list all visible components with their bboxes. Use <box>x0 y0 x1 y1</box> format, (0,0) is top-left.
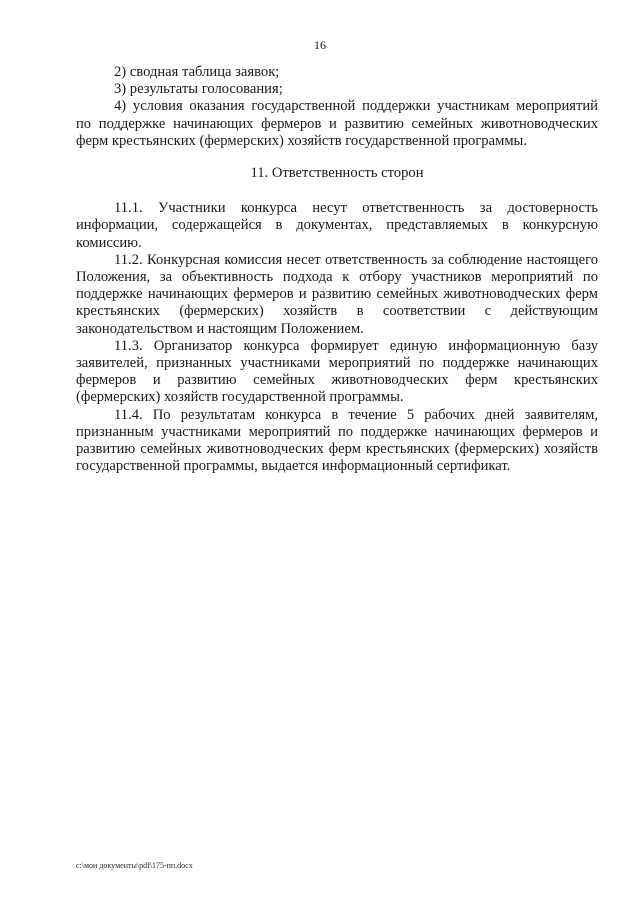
paragraph-11-2: 11.2. Конкурсная комиссия несет ответственность за соблюдение настоящего Положения, за объективность подхода к отбору участников мероприятий по поддержке начинающих фермеров и развитию семейных животноводческих ферм крестьянских (фермерских) хозяйств в соответствии с действующим законодательством и настоящим Положением. <box>76 251 598 337</box>
paragraph-11-4: 11.4. По результатам конкурса в течение 5 рабочих дней заявителям, признанным участниками мероприятий по поддержке начинающих фермеров и развитию семейных животноводческих ферм крестьянских (фермерских) хозяйств государственной программы, выдается информационный сертификат. <box>76 406 598 475</box>
document-body <box>76 64 598 475</box>
section-heading: 11. Ответственность сторон <box>250 165 424 182</box>
footer-file-path: c:\мои документы\pdf\175-пп.docx <box>76 861 193 870</box>
page-number: 16 <box>314 38 326 52</box>
list-item: 2) сводная таблица заявок; <box>114 64 280 80</box>
list-item: 3) результаты голосования; <box>114 81 283 98</box>
paragraph-11-3: 11.3. Организатор конкурса формирует единую информационную базу заявителей, признанных участниками мероприятий по поддержке начинающих фермеров и развитию семейных животноводческих ферм крестьянских (фермерских) хозяйств государственной программы. <box>76 337 598 406</box>
list-item: 4) условия оказания государственной поддержки участникам мероприятий по поддержке начинающих фермеров и развитию семейных животноводческих ферм крестьянских (фермерских) хозяйств государственной программы. <box>76 98 598 149</box>
paragraph-11-1: 11.1. Участники конкурса несут ответственность за достоверность информации, содержащейся в документах, представляемых в конкурсную комиссию. <box>76 200 598 251</box>
